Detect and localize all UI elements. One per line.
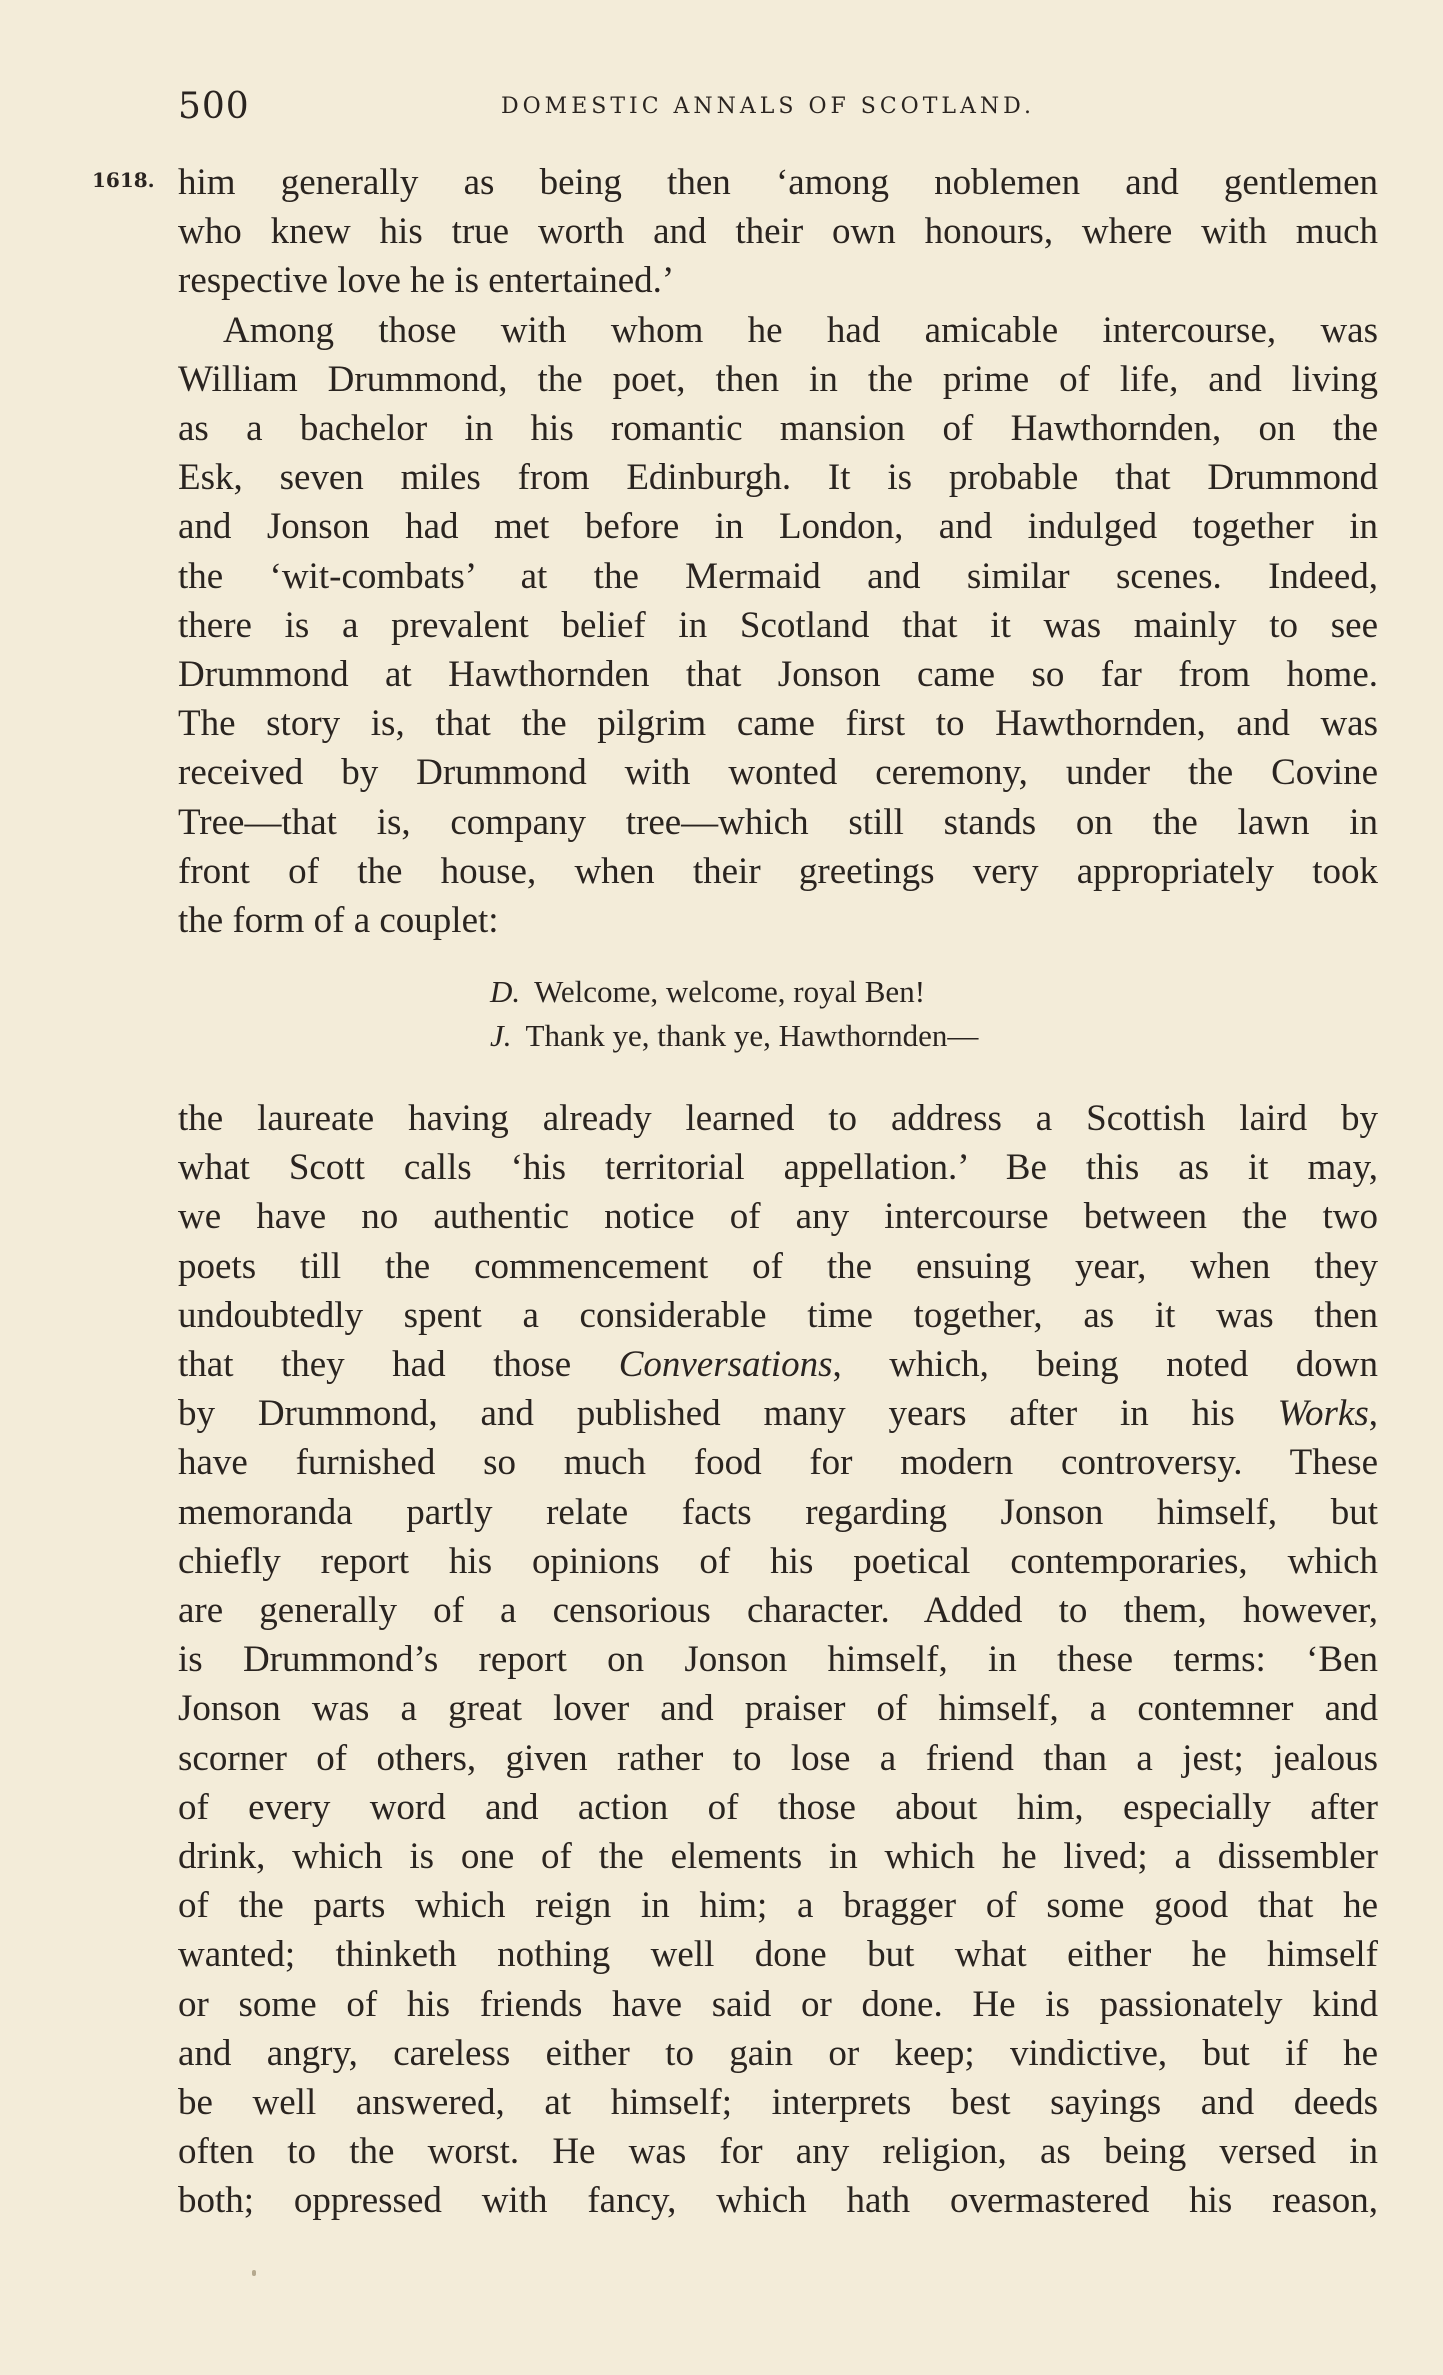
speaker-label: J.: [490, 1018, 512, 1053]
text-line: of the parts which reign in him; a bragger of some good that he: [178, 1885, 1378, 1927]
verse-text: Welcome, welcome, royal Ben!: [534, 974, 926, 1009]
text-line: Esk, seven miles from Edinburgh. It is probable that Drummond: [178, 457, 1378, 499]
verse-text: Thank ye, thank ye, Hawthornden—: [525, 1018, 979, 1053]
text-line: the ‘wit-combats’ at the Mermaid and similar scenes. Indeed,: [178, 555, 1378, 597]
text-line: have furnished so much food for modern controversy. These: [178, 1442, 1378, 1484]
text-line: is Drummond’s report on Jonson himself, in these terms: ‘Ben: [178, 1639, 1378, 1681]
text-line: undoubtedly spent a considerable time together, as it was then: [178, 1294, 1378, 1336]
text-line: the form of a couplet:: [178, 900, 499, 942]
text-line: William Drummond, the poet, then in the prime of life, and living: [178, 358, 1378, 400]
text-line: Jonson was a great lover and praiser of himself, a contemner and: [178, 1688, 1378, 1730]
text-line: both; oppressed with fancy, which hath overmastered his reason,: [178, 2180, 1378, 2222]
text-line: often to the worst. He was for any religion, as being versed in: [178, 2131, 1378, 2173]
text-line: of every word and action of those about him, especially after: [178, 1786, 1378, 1828]
text-line: the laureate having already learned to address a Scottish laird by: [178, 1098, 1378, 1139]
text-line: and Jonson had met before in London, and indulged together in: [178, 506, 1378, 548]
text-line: and angry, careless either to gain or keep; vindictive, but if he: [178, 2032, 1378, 2074]
text-line: Tree—that is, company tree—which still stands on the lawn in: [178, 801, 1378, 843]
text-line: as a bachelor in his romantic mansion of Hawthornden, on the: [178, 408, 1378, 450]
paper-speck: [252, 2270, 256, 2276]
text-line: drink, which is one of the elements in which he lived; a dissembler: [178, 1836, 1378, 1878]
text-line: or some of his friends have said or done. He is passionately kind: [178, 1983, 1378, 2025]
text-line: received by Drummond with wonted ceremony, under the Covine: [178, 752, 1378, 794]
text-line: chiefly report his opinions of his poetical contemporaries, which: [178, 1540, 1378, 1582]
text-line: be well answered, at himself; interprets best sayings and deeds: [178, 2082, 1378, 2124]
text-line: are generally of a censorious character. Added to them, however,: [178, 1590, 1378, 1632]
text-line: that they had those Conversations, which, being noted down: [178, 1344, 1378, 1386]
text-block-upper: [178, 158, 1378, 945]
text-line: wanted; thinketh nothing well done but what either he himself: [178, 1934, 1378, 1976]
page-header: [178, 86, 1278, 136]
text-line: memoranda partly relate facts regarding Jonson himself, but: [178, 1491, 1378, 1533]
text-line: respective love he is entertained.’: [178, 260, 675, 302]
couplet-line: [490, 1014, 978, 1058]
couplet: [490, 970, 978, 1058]
text-line: who knew his true worth and their own honours, where with much: [178, 211, 1378, 253]
speaker-label: D.: [490, 974, 521, 1009]
running-head: DOMESTIC ANNALS OF SCOTLAND.: [501, 94, 1035, 119]
page-number: 500: [178, 86, 250, 127]
text-line: we have no authentic notice of any intercourse between the two: [178, 1196, 1378, 1238]
couplet-line: [490, 970, 978, 1014]
text-line: there is a prevalent belief in Scotland that it was mainly to see: [178, 604, 1378, 646]
text-line: what Scott calls ‘his territorial appellation.’ Be this as it may,: [178, 1147, 1378, 1189]
text-line: by Drummond, and published many years after in his Works,: [178, 1393, 1378, 1435]
text-line: Among those with whom he had amicable intercourse, was: [223, 309, 1378, 351]
text-block-lower: [178, 1094, 1378, 2226]
text-line: poets till the commencement of the ensuing year, when they: [178, 1245, 1378, 1287]
text-line: The story is, that the pilgrim came first to Hawthornden, and was: [178, 703, 1378, 745]
text-line: Drummond at Hawthornden that Jonson came so far from home.: [178, 654, 1378, 696]
text-line: scorner of others, given rather to lose a friend than a jest; jealous: [178, 1737, 1378, 1779]
margin-year-note: 1618.: [92, 168, 155, 192]
text-line: him generally as being then ‘among noblemen and gentlemen: [178, 162, 1378, 203]
text-line: front of the house, when their greetings very appropriately took: [178, 850, 1378, 892]
